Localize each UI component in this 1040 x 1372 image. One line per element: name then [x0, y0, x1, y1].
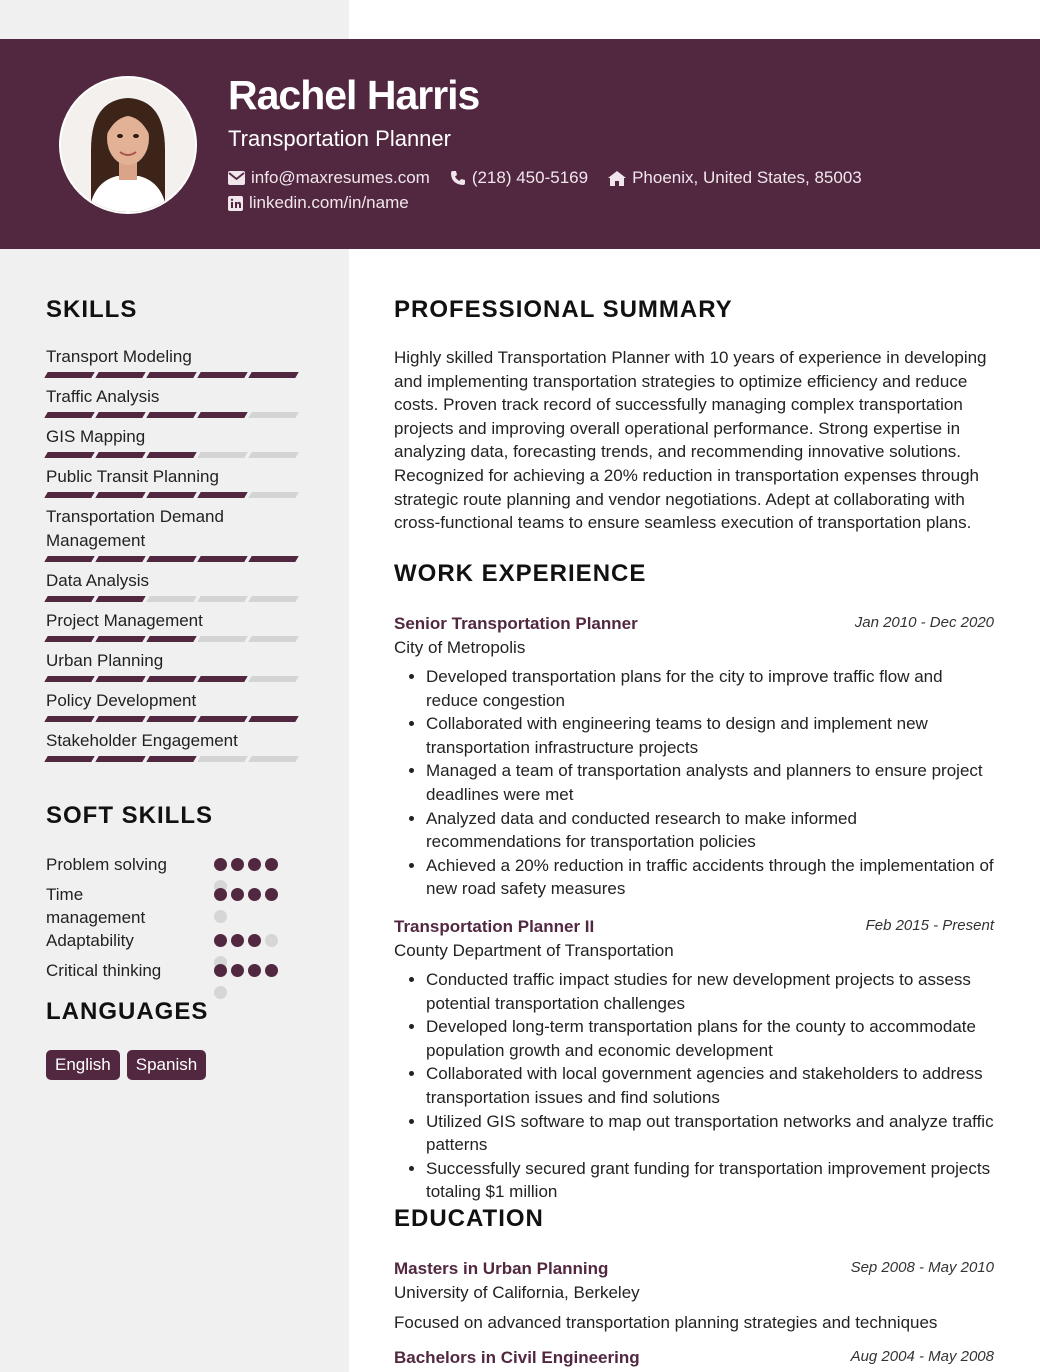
soft-skill-name: Time management	[46, 885, 146, 927]
skill-item	[46, 385, 306, 418]
soft-skill-rating	[214, 964, 294, 1008]
experience-bullets	[394, 968, 994, 1204]
experience-bullet: • Conducted traffic impact studies for new development projects to assess potential transportation challenges	[426, 968, 994, 1015]
skill-level-segment	[248, 412, 298, 418]
experience-bullet: • Developed long-term transportation plans for the county to accommodate population growth and economic development	[426, 1015, 994, 1062]
skill-name: Stakeholder Engagement	[46, 731, 238, 750]
rating-dot	[248, 934, 261, 947]
rating-dot	[231, 964, 244, 977]
skill-level-segment	[95, 596, 145, 602]
skill-name: Traffic Analysis	[46, 387, 160, 406]
skill-item	[46, 425, 306, 458]
education-entry	[394, 1346, 994, 1370]
skill-level-segment	[44, 492, 94, 498]
skill-level-segment	[146, 676, 196, 682]
rating-dot	[248, 964, 261, 977]
soft-skill-rating	[214, 888, 294, 932]
skill-level-segment	[146, 492, 196, 498]
skill-level-segment	[95, 636, 145, 642]
education-heading: EDUCATION	[394, 1205, 544, 1232]
rating-dot	[214, 934, 227, 947]
skill-level-bar	[46, 372, 306, 378]
skill-level-segment	[248, 596, 298, 602]
skill-level-segment	[197, 636, 247, 642]
skill-level-segment	[146, 716, 196, 722]
skill-level-segment	[146, 596, 196, 602]
resume-header	[0, 39, 1040, 249]
skill-level-segment	[197, 756, 247, 762]
skill-name: Urban Planning	[46, 651, 164, 670]
skills-list	[46, 345, 306, 769]
candidate-name: Rachel Harris	[228, 72, 480, 118]
skill-item	[46, 569, 306, 602]
skill-level-segment	[248, 556, 298, 562]
skill-level-bar	[46, 452, 306, 458]
skill-item	[46, 649, 306, 682]
experience-title: Senior Transportation Planner	[394, 614, 638, 633]
skill-level-segment	[146, 372, 196, 378]
rating-dot	[265, 964, 278, 977]
experience-bullet: • Analyzed data and conducted research to make informed recommendations for transportation policies	[426, 807, 994, 854]
skill-item	[46, 465, 306, 498]
soft-skill-item	[46, 853, 346, 883]
education-date: Sep 2008 - May 2010	[850, 1259, 994, 1276]
skill-level-segment	[197, 492, 247, 498]
experience-bullet: • Developed transportation plans for the city to improve traffic flow and reduce congestion	[426, 665, 994, 712]
location-text: Phoenix, United States, 85003	[632, 168, 862, 187]
rating-dot	[214, 910, 227, 923]
contact-location	[608, 167, 862, 189]
skill-level-segment	[248, 492, 298, 498]
skill-level-bar	[46, 412, 306, 418]
skill-level-bar	[46, 492, 306, 498]
skill-level-segment	[95, 716, 145, 722]
education-entry	[394, 1257, 994, 1335]
skill-item	[46, 345, 306, 378]
skill-level-bar	[46, 636, 306, 642]
skill-level-segment	[44, 756, 94, 762]
skill-item	[46, 729, 306, 762]
skill-level-bar	[46, 676, 306, 682]
rating-dot	[231, 934, 244, 947]
skill-level-segment	[146, 452, 196, 458]
skill-name: GIS Mapping	[46, 427, 146, 446]
rating-dot	[265, 934, 278, 947]
skill-level-segment	[44, 676, 94, 682]
skill-name: Transportation Demand Management	[46, 507, 224, 550]
skill-item	[46, 505, 306, 562]
skill-level-segment	[197, 412, 247, 418]
linkedin-text: linkedin.com/in/name	[249, 193, 409, 212]
skill-level-segment	[248, 756, 298, 762]
skill-level-bar	[46, 716, 306, 722]
summary-text: Highly skilled Transportation Planner with 10 years of experience in developing and implementing transportation strategies to optimize efficiency and reduce costs. Proven track record of successfully managing complex transportation projects and improving overall operational performance. Strong expertise in analyzing data, forecasting trends, and recommending innovative solutions. Recognized for achieving a 20% reduction in transportation expenses through strategic route planning and vendor negotiations. Adept at collaborating with cross-functional teams to ensure seamless execution of transportation plans.	[394, 348, 987, 533]
job-title: Transportation Planner	[228, 126, 451, 151]
education-description: Focused on advanced transportation planning strategies and techniques	[394, 1313, 938, 1332]
skill-level-segment	[95, 452, 145, 458]
skill-item	[46, 689, 306, 722]
skill-level-segment	[44, 636, 94, 642]
rating-dot	[248, 858, 261, 871]
skill-level-segment	[95, 412, 145, 418]
experience-bullet: • Achieved a 20% reduction in traffic accidents through the implementation of new road safety measures	[426, 854, 994, 901]
phone-text: (218) 450-5169	[471, 168, 589, 187]
education-school: University of California, Berkeley	[394, 1283, 640, 1302]
linkedin-icon	[228, 196, 243, 211]
skill-level-segment	[248, 676, 298, 682]
education-degree: Bachelors in Civil Engineering	[394, 1348, 640, 1367]
phone-icon	[450, 170, 466, 186]
experience-date: Feb 2015 - Present	[865, 917, 994, 934]
skill-level-segment	[197, 716, 247, 722]
experience-bullet: • Utilized GIS software to map out transportation networks and analyze traffic patterns	[426, 1110, 994, 1157]
skill-level-bar	[46, 596, 306, 602]
skill-item	[46, 609, 306, 642]
home-icon	[608, 171, 626, 186]
skill-level-segment	[95, 756, 145, 762]
rating-dot	[214, 986, 227, 999]
skill-level-segment	[146, 756, 196, 762]
rating-dot	[214, 888, 227, 901]
rating-dot	[265, 858, 278, 871]
experience-bullet: • Collaborated with engineering teams to design and implement new transportation infrastructure projects	[426, 712, 994, 759]
soft-skill-name: Adaptability	[46, 931, 134, 950]
skill-level-segment	[95, 676, 145, 682]
skill-name: Data Analysis	[46, 571, 149, 590]
languages-heading: LANGUAGES	[46, 998, 209, 1025]
soft-skill-name: Problem solving	[46, 855, 167, 874]
language-badge: English	[46, 1050, 120, 1080]
skill-level-segment	[248, 636, 298, 642]
experience-org: County Department of Transportation	[394, 941, 674, 960]
skill-name: Policy Development	[46, 691, 197, 710]
education-degree: Masters in Urban Planning	[394, 1259, 609, 1278]
profile-photo	[59, 76, 197, 214]
skill-level-segment	[248, 452, 298, 458]
experience-date: Jan 2010 - Dec 2020	[854, 614, 994, 631]
experience-heading: WORK EXPERIENCE	[394, 560, 647, 587]
skill-level-segment	[197, 372, 247, 378]
skill-level-segment	[95, 372, 145, 378]
skill-level-segment	[44, 716, 94, 722]
skill-name: Public Transit Planning	[46, 467, 219, 486]
rating-dot	[265, 888, 278, 901]
skill-level-segment	[44, 556, 94, 562]
contact-linkedin[interactable]	[228, 192, 409, 214]
rating-dot	[231, 888, 244, 901]
skill-level-segment	[197, 676, 247, 682]
skill-level-segment	[44, 452, 94, 458]
contact-phone[interactable]	[450, 167, 588, 189]
skills-heading: SKILLS	[46, 296, 138, 323]
skill-level-segment	[95, 492, 145, 498]
soft-skill-item	[46, 959, 346, 989]
experience-title: Transportation Planner II	[394, 917, 595, 936]
skill-name: Project Management	[46, 611, 203, 630]
skill-level-segment	[197, 556, 247, 562]
envelope-icon	[228, 171, 245, 185]
languages-list	[46, 1050, 213, 1080]
contact-row	[228, 167, 882, 189]
soft-skill-item	[46, 929, 346, 959]
rating-dot	[248, 888, 261, 901]
skill-level-bar	[46, 756, 306, 762]
language-badge: Spanish	[127, 1050, 206, 1080]
skill-level-segment	[146, 636, 196, 642]
experience-bullet: • Managed a team of transportation analysts and planners to ensure project deadlines were met	[426, 759, 994, 806]
skill-level-bar	[46, 556, 306, 562]
rating-dot	[231, 858, 244, 871]
email-text: info@maxresumes.com	[251, 168, 430, 187]
experience-org: City of Metropolis	[394, 638, 526, 657]
education-date: Aug 2004 - May 2008	[850, 1348, 994, 1365]
rating-dot	[214, 858, 227, 871]
skill-level-segment	[44, 372, 94, 378]
skill-name: Transport Modeling	[46, 347, 192, 366]
soft-skill-name: Critical thinking	[46, 961, 162, 980]
experience-bullets	[394, 665, 994, 901]
rating-dot	[214, 964, 227, 977]
skill-level-segment	[197, 596, 247, 602]
skill-level-segment	[146, 412, 196, 418]
skill-level-segment	[44, 596, 94, 602]
soft-skills-list	[46, 853, 346, 989]
skill-level-segment	[44, 412, 94, 418]
experience-bullet: • Collaborated with local government agencies and stakeholders to address transportation issues and find solutions	[426, 1062, 994, 1109]
skill-level-segment	[146, 556, 196, 562]
experience-entry	[394, 915, 994, 1204]
experience-bullet: • Successfully secured grant funding for transportation improvement projects totaling $1 million	[426, 1157, 994, 1204]
contact-row-linkedin	[228, 192, 429, 214]
soft-skills-heading: SOFT SKILLS	[46, 802, 213, 829]
experience-entry	[394, 612, 994, 901]
summary-heading: PROFESSIONAL SUMMARY	[394, 296, 733, 323]
skill-level-segment	[248, 716, 298, 722]
contact-email[interactable]	[228, 167, 430, 189]
soft-skill-item	[46, 883, 346, 929]
skill-level-segment	[95, 556, 145, 562]
skill-level-segment	[197, 452, 247, 458]
skill-level-segment	[248, 372, 298, 378]
